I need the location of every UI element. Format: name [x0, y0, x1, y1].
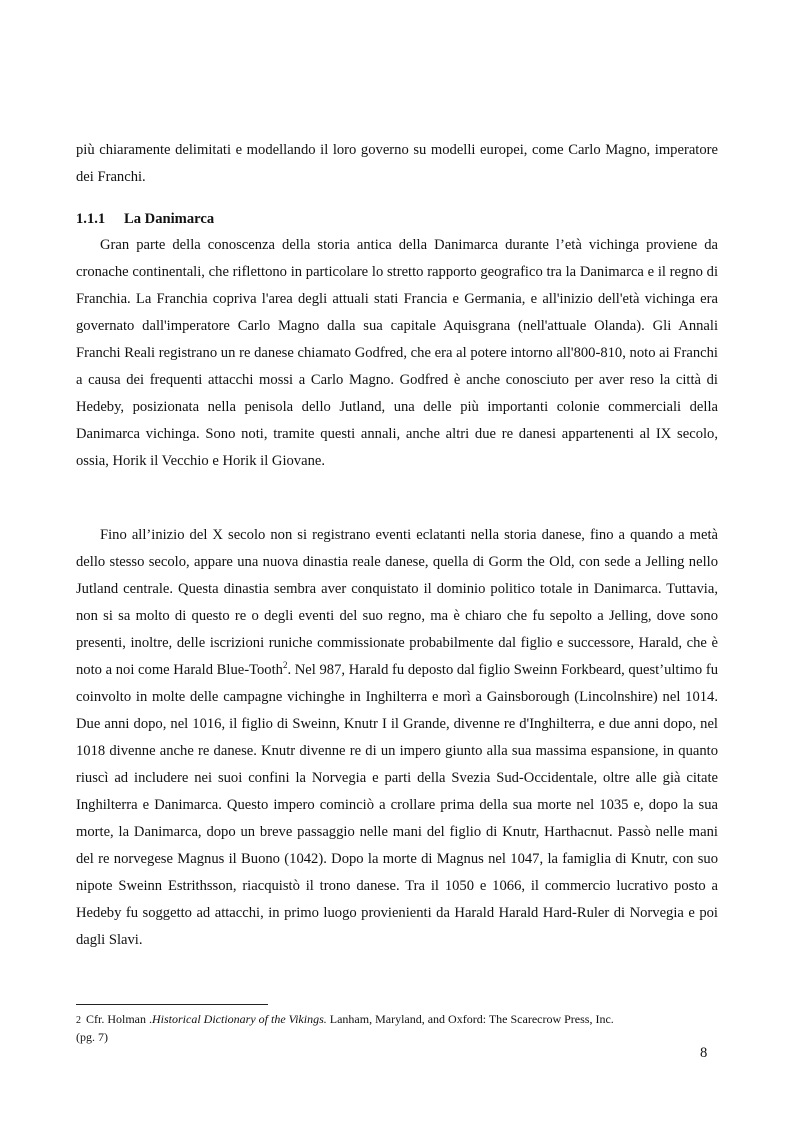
footnote-separator — [76, 1004, 268, 1005]
section-number: 1.1.1 — [76, 211, 106, 227]
section-title: La Danimarca — [124, 211, 215, 227]
paragraph-intro: più chiaramente delimitati e modellando il loro governo su modelli europei, come Carlo Magno, imperatore dei Franchi. — [76, 142, 718, 185]
footnote-publisher: Lanham, Maryland, and Oxford: The Scarecrow Press, Inc. — [326, 1012, 614, 1026]
footnote-reference[interactable]: 2 — [282, 660, 288, 671]
paragraph-danimarca-1: Gran parte della conoscenza della storia antica della Danimarca durante l’età vichinga proviene da cronache continentali, che riflettono in particolare lo stretto rapporto geografico tra la Danimarca e il regno di Franchia. La Franchia copriva l'area degli attuali stati Francia e Germania, e all'inizio dell'età vichinga era governato dall'imperatore Carlo Magno dalla sua capitale Aquisgrana (nell'attuale Olanda). Gli Annali Franchi Reali registrano un re danese chiamato Godfred, che era al potere intorno all'800-810, noto ai Franchi a causa dei frequenti attacchi mossi a Carlo Magno. Godfred è anche conosciuto per aver reso la città di Hedeby, posizionata nella penisola dello Jutland, una delle più importanti colonie commerciali della Danimarca vichinga. Sono noti, tramite questi annali, anche altri due re danesi appartenenti al IX secolo, ossia, Horik il Vecchio e Horik il Giovane. — [76, 237, 718, 469]
page-number: 8 — [700, 1045, 708, 1061]
paragraph-2-text-before-note: Fino all’inizio del X secolo non si registrano eventi eclatanti nella storia danese, fino a quando a metà dello stesso secolo, appare una nuova dinastia reale danese, quella di Gorm the Old, con sede a Jelling nello Jutland centrale. Questa dinastia sembra aver conquistato il dominio politico totale in Danimarca. Tuttavia, non si sa molto di questo re o degli eventi del suo regno, ma è chiaro che fu sepolto a Jelling, dove sono presenti, inoltre, delle iscrizioni runiche commissionate probabilmente dal figlio e successore, Harald, che è noto a noi come Harald Blue-Tooth — [76, 527, 718, 678]
footnote — [76, 1011, 718, 1045]
section-heading — [76, 206, 214, 233]
footnote-book-title: Historical Dictionary of the Vikings. — [152, 1012, 327, 1026]
footnote-number: 2 — [76, 1015, 81, 1026]
footnote-pages: (pg. 7) — [76, 1030, 108, 1044]
paragraph-danimarca-2 — [76, 522, 718, 954]
footnote-prefix: Cfr. Holman . — [86, 1012, 152, 1026]
paragraph-2-text-after-note: . Nel 987, Harald fu deposto dal figlio Sweinn Forkbeard, quest’ultimo fu coinvolto in molte delle campagne vichinghe in Inghilterra e morì a Gainsborough (Lincolnshire) nel 1014. Due anni dopo, nel 1016, il figlio di Sweinn, Knutr I il Grande, divenne re d'Inghilterra, e due anni dopo, nel 1018 divenne anche re danese. Knutr divenne re di un impero giunto alla sua massima espansione, in quanto riuscì ad includere nei suoi confini la Norvegia e parti della Svezia Sud-Occidentale, oltre alle già citate Inghilterra e Danimarca. Questo impero cominciò a crollare prima della sua morte nel 1035 e, dopo la sua morte, la Danimarca, dopo un breve passaggio nelle mani del figlio di Knutr, Harthacnut. Passò nelle mani del re norvegese Magnus il Buono (1042). Dopo la morte di Magnus nel 1047, la famiglia di Knutr, con suo nipote Sweinn Estrithsson, riacquistò il trono danese. Tra il 1050 e 1066, il commercio lucrativo posto a Hedeby fu soggetto ad attacchi, in primo luogo provienienti da Harald Harald Hard-Ruler di Norvegia e poi dagli Slavi. — [76, 662, 719, 948]
